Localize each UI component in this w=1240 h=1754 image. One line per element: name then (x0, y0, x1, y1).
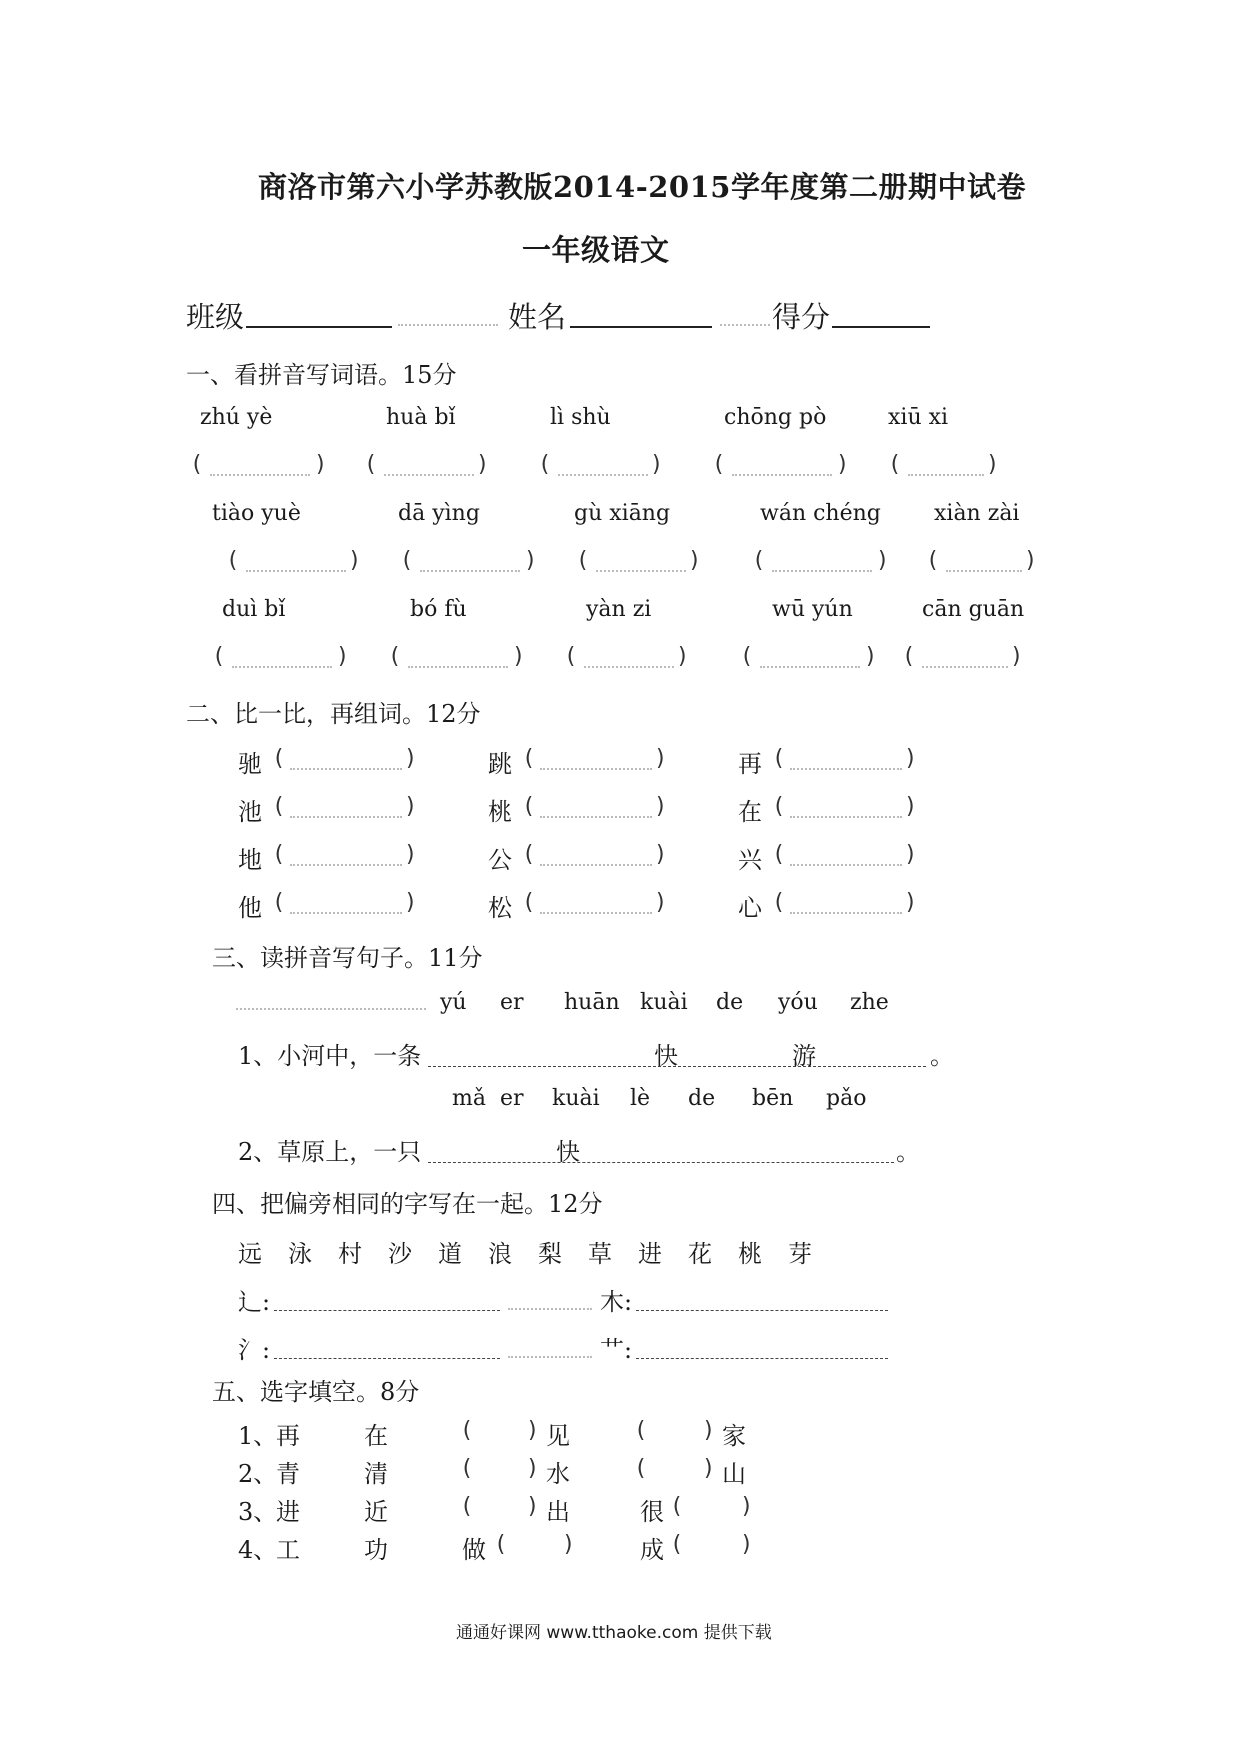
compare-char: 公 (488, 846, 512, 874)
compare-char: 地 (238, 846, 262, 874)
compare-char: 心 (738, 894, 762, 922)
choice-char-b: 近 (364, 1498, 388, 1526)
answer-blank[interactable] (540, 864, 652, 866)
name-label: 姓名 (508, 300, 567, 334)
pinyin-word: duì bǐ (222, 597, 286, 622)
leader-dots (236, 1008, 426, 1010)
pinyin-syllable: er (500, 990, 524, 1015)
pinyin-word: wán chéng (760, 501, 881, 526)
compare-char: 再 (738, 750, 762, 778)
pinyin-syllable: de (716, 990, 744, 1015)
answer-paren-open[interactable]: ( (460, 1494, 474, 1519)
sort-char: 远 (238, 1240, 262, 1268)
choice-num: 3、 (238, 1498, 278, 1526)
choice-word: 出 (546, 1498, 570, 1526)
answer-paren-close[interactable]: ) (526, 1456, 540, 1481)
pinyin-word: chōng pò (724, 405, 827, 430)
answer-paren-close[interactable]: ) (526, 1494, 540, 1519)
answer-paren-close[interactable]: ) (404, 746, 418, 771)
answer-blank[interactable] (732, 474, 832, 476)
radical-label: 木: (600, 1288, 633, 1316)
section-5-heading: 五、选字填空。8分 (212, 1378, 420, 1406)
sort-char: 村 (338, 1240, 362, 1268)
class-label: 班级 (186, 300, 245, 334)
section-4-heading: 四、把偏旁相同的字写在一起。12分 (212, 1190, 603, 1218)
compare-char: 跳 (488, 750, 512, 778)
answer-paren-close[interactable]: ) (986, 452, 1000, 477)
choice-word: 水 (546, 1460, 570, 1488)
choice-char-b: 在 (364, 1422, 388, 1450)
answer-paren-close[interactable]: ) (336, 644, 350, 669)
answer-blank[interactable] (540, 912, 652, 914)
pinyin-syllable: mǎ (452, 1086, 486, 1111)
answer-paren-open[interactable]: ( (712, 452, 726, 477)
class-field[interactable] (246, 326, 392, 328)
sort-char: 芽 (788, 1240, 812, 1268)
choice-word: 很 (640, 1498, 664, 1526)
answer-paren-close[interactable]: ) (348, 548, 362, 573)
answer-blank[interactable] (420, 570, 520, 572)
question-1-prefix: 1、小河中，一条 (238, 1042, 422, 1070)
score-label: 得分 (772, 300, 831, 334)
choice-char-a: 再 (276, 1422, 300, 1450)
pinyin-word: zhú yè (200, 405, 273, 430)
answer-blank[interactable] (540, 768, 652, 770)
answer-blank[interactable] (760, 666, 860, 668)
sort-char: 梨 (538, 1240, 562, 1268)
answer-paren-close[interactable]: ) (404, 890, 418, 915)
pinyin-word: wū yún (772, 597, 853, 622)
pinyin-syllable: pǎo (826, 1086, 867, 1111)
answer-blank[interactable] (790, 912, 902, 914)
answer-paren-close[interactable]: ) (740, 1532, 754, 1557)
answer-paren-open[interactable]: ( (634, 1456, 648, 1481)
answer-blank[interactable] (790, 864, 902, 866)
answer-paren-close[interactable]: ) (836, 452, 850, 477)
answer-paren-open[interactable]: ( (888, 452, 902, 477)
answer-paren-close[interactable]: ) (688, 548, 702, 573)
radical-answer-line[interactable] (274, 1358, 500, 1359)
answer-paren-close[interactable]: ) (904, 746, 918, 771)
compare-char: 兴 (738, 846, 762, 874)
answer-paren-close[interactable]: ) (314, 452, 328, 477)
answer-paren-open[interactable]: ( (400, 548, 414, 573)
answer-paren-close[interactable]: ) (702, 1456, 716, 1481)
pinyin-syllable: huān (564, 990, 620, 1015)
choice-num: 1、 (238, 1422, 278, 1450)
sort-char: 浪 (488, 1240, 512, 1268)
answer-paren-open[interactable]: ( (522, 746, 536, 771)
answer-blank[interactable] (290, 816, 402, 818)
answer-paren-close[interactable]: ) (904, 890, 918, 915)
exam-subtitle: 一年级语文 (522, 233, 670, 267)
choice-char-b: 清 (364, 1460, 388, 1488)
compare-char: 他 (238, 894, 262, 922)
leader-dots (398, 324, 498, 326)
answer-paren-close[interactable]: ) (876, 548, 890, 573)
answer-paren-open[interactable]: ( (772, 794, 786, 819)
section-1-heading: 一、看拼音写词语。15分 (186, 361, 457, 389)
pinyin-word: dā yìng (398, 501, 480, 526)
answer-paren-open[interactable]: ( (772, 842, 786, 867)
section-3-heading: 三、读拼音写句子。11分 (212, 944, 483, 972)
answer-paren-close[interactable]: ) (654, 746, 668, 771)
answer-paren-close[interactable]: ) (904, 794, 918, 819)
choice-word: 做 (462, 1536, 486, 1564)
compare-char: 在 (738, 798, 762, 826)
answer-paren-close[interactable]: ) (512, 644, 526, 669)
radical-answer-line[interactable] (636, 1310, 888, 1311)
radical-label: 辶: (238, 1288, 271, 1316)
given-char: 快 (654, 1042, 678, 1070)
answer-paren-open[interactable]: ( (522, 794, 536, 819)
given-char: 快 (556, 1138, 580, 1166)
pinyin-syllable: yóu (778, 990, 818, 1015)
choice-num: 4、 (238, 1536, 278, 1564)
answer-blank[interactable] (584, 666, 674, 668)
answer-paren-close[interactable]: ) (650, 452, 664, 477)
answer-paren-close[interactable]: ) (404, 794, 418, 819)
section-2-heading: 二、比一比，再组词。12分 (186, 700, 481, 728)
answer-paren-open[interactable]: ( (272, 842, 286, 867)
choice-char-a: 青 (276, 1460, 300, 1488)
pinyin-word: bó fù (410, 597, 467, 622)
footer-credit: 通通好课网 www.tthaoke.com 提供下载 (456, 1623, 772, 1643)
pinyin-syllable: kuài (552, 1086, 600, 1111)
answer-paren-open[interactable]: ( (926, 548, 940, 573)
answer-blank[interactable] (558, 474, 648, 476)
choice-word: 山 (722, 1460, 746, 1488)
sort-char: 花 (688, 1240, 712, 1268)
answer-paren-open[interactable]: ( (364, 452, 378, 477)
sentence-end: 。 (930, 1042, 954, 1070)
answer-blank[interactable] (540, 816, 652, 818)
answer-paren-close[interactable]: ) (654, 794, 668, 819)
answer-blank[interactable] (290, 864, 402, 866)
pinyin-word: lì shù (550, 405, 611, 430)
pinyin-word: tiào yuè (212, 501, 301, 526)
compare-char: 驰 (238, 750, 262, 778)
answer-blank[interactable] (210, 474, 310, 476)
pinyin-syllable: kuài (640, 990, 688, 1015)
pinyin-word: gù xiāng (574, 501, 671, 526)
answer-blank[interactable] (946, 570, 1022, 572)
answer-paren-close[interactable]: ) (476, 452, 490, 477)
answer-paren-close[interactable]: ) (1010, 644, 1024, 669)
answer-paren-close[interactable]: ) (654, 842, 668, 867)
answer-paren-close[interactable]: ) (654, 890, 668, 915)
answer-paren-open[interactable]: ( (272, 890, 286, 915)
answer-paren-open[interactable]: ( (460, 1456, 474, 1481)
answer-paren-close[interactable]: ) (524, 548, 538, 573)
answer-paren-open[interactable]: ( (740, 644, 754, 669)
radical-answer-line[interactable] (636, 1358, 888, 1359)
answer-paren-close[interactable]: ) (1024, 548, 1038, 573)
pinyin-word: huà bǐ (386, 405, 456, 430)
question-2-prefix: 2、草原上，一只 (238, 1138, 422, 1166)
compare-char: 松 (488, 894, 512, 922)
given-char: 游 (792, 1042, 816, 1070)
answer-paren-open[interactable]: ( (522, 842, 536, 867)
answer-paren-open[interactable]: ( (902, 644, 916, 669)
answer-paren-open[interactable]: ( (670, 1532, 684, 1557)
choice-word: 家 (722, 1422, 746, 1450)
pinyin-syllable: de (688, 1086, 716, 1111)
choice-char-a: 进 (276, 1498, 300, 1526)
answer-blank[interactable] (290, 768, 402, 770)
sort-char: 草 (588, 1240, 612, 1268)
answer-blank[interactable] (790, 768, 902, 770)
choice-char-b: 功 (364, 1536, 388, 1564)
radical-answer-line[interactable] (274, 1310, 500, 1311)
sort-char: 桃 (738, 1240, 762, 1268)
answer-blank[interactable] (790, 816, 902, 818)
answer-paren-close[interactable]: ) (864, 644, 878, 669)
answer-paren-open[interactable]: ( (522, 890, 536, 915)
compare-char: 池 (238, 798, 262, 826)
choice-word: 成 (640, 1536, 664, 1564)
answer-paren-close[interactable]: ) (404, 842, 418, 867)
radical-label: 艹: (600, 1336, 633, 1364)
answer-blank[interactable] (246, 570, 346, 572)
answer-paren-close[interactable]: ) (702, 1418, 716, 1443)
answer-paren-open[interactable]: ( (494, 1532, 508, 1557)
answer-paren-open[interactable]: ( (564, 644, 578, 669)
answer-paren-close[interactable]: ) (526, 1418, 540, 1443)
name-field[interactable] (570, 326, 712, 328)
pinyin-syllable: zhe (850, 990, 889, 1015)
leader-dots (508, 1308, 592, 1310)
answer-paren-open[interactable]: ( (212, 644, 226, 669)
choice-char-a: 工 (276, 1536, 300, 1564)
score-field[interactable] (832, 326, 930, 328)
choice-word: 见 (546, 1422, 570, 1450)
answer-paren-close[interactable]: ) (676, 644, 690, 669)
answer-paren-open[interactable]: ( (752, 548, 766, 573)
compare-char: 桃 (488, 798, 512, 826)
sort-char: 进 (638, 1240, 662, 1268)
answer-paren-open[interactable]: ( (388, 644, 402, 669)
answer-paren-open[interactable]: ( (272, 746, 286, 771)
choice-num: 2、 (238, 1460, 278, 1488)
answer-blank[interactable] (408, 666, 508, 668)
pinyin-syllable: bēn (752, 1086, 794, 1111)
answer-paren-open[interactable]: ( (190, 452, 204, 477)
pinyin-syllable: lè (630, 1086, 651, 1111)
answer-paren-open[interactable]: ( (538, 452, 552, 477)
answer-paren-open[interactable]: ( (634, 1418, 648, 1443)
sort-char: 沙 (388, 1240, 412, 1268)
sort-char: 道 (438, 1240, 462, 1268)
answer-paren-open[interactable]: ( (576, 548, 590, 573)
answer-paren-close[interactable]: ) (904, 842, 918, 867)
answer-blank[interactable] (384, 474, 474, 476)
answer-blank[interactable] (908, 474, 984, 476)
answer-paren-close[interactable]: ) (562, 1532, 576, 1557)
sentence-end: 。 (896, 1138, 920, 1166)
answer-paren-open[interactable]: ( (460, 1418, 474, 1443)
answer-paren-open[interactable]: ( (226, 548, 240, 573)
answer-blank[interactable] (772, 570, 872, 572)
answer-blank[interactable] (290, 912, 402, 914)
answer-paren-open[interactable]: ( (772, 890, 786, 915)
pinyin-word: yàn zi (586, 597, 652, 622)
pinyin-syllable: er (500, 1086, 524, 1111)
answer-paren-close[interactable]: ) (740, 1494, 754, 1519)
pinyin-word: xiū xi (888, 405, 949, 430)
radical-label: 氵: (238, 1336, 271, 1364)
answer-blank[interactable] (922, 666, 1008, 668)
pinyin-word: xiàn zài (934, 501, 1020, 526)
answer-paren-open[interactable]: ( (272, 794, 286, 819)
sort-char: 泳 (288, 1240, 312, 1268)
answer-paren-open[interactable]: ( (670, 1494, 684, 1519)
pinyin-word: cān guān (922, 597, 1025, 622)
pinyin-syllable: yú (440, 990, 467, 1015)
answer-blank[interactable] (596, 570, 686, 572)
exam-title: 商洛市第六小学苏教版2014-2015学年度第二册期中试卷 (258, 170, 1026, 204)
leader-dots (508, 1356, 592, 1358)
answer-blank[interactable] (232, 666, 332, 668)
sentence-answer-line[interactable] (428, 1162, 894, 1163)
answer-paren-open[interactable]: ( (772, 746, 786, 771)
leader-dots (720, 324, 770, 326)
